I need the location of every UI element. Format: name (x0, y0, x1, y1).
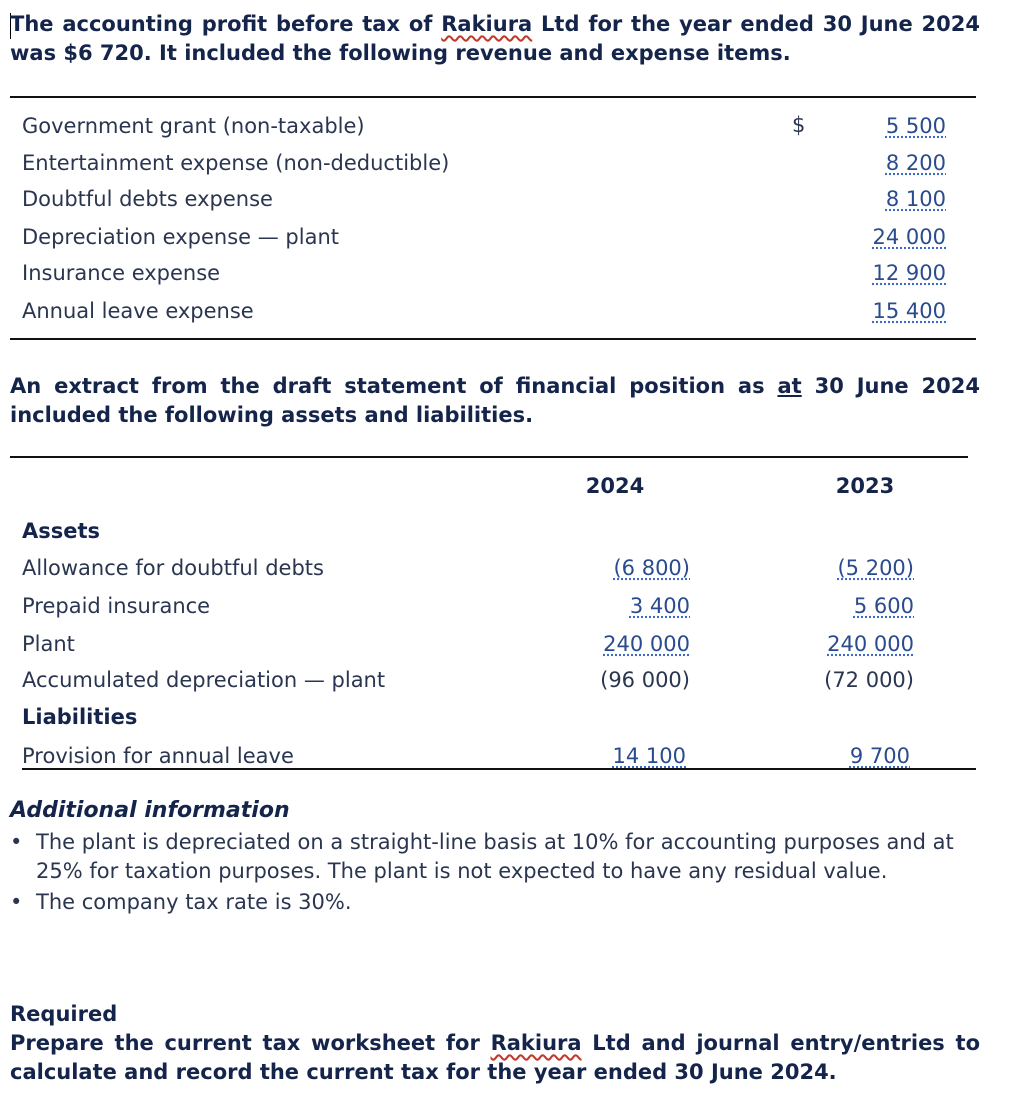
extract-paragraph (10, 372, 980, 430)
position-table-bottom-rule (22, 768, 976, 770)
bullet-dot-icon: • (10, 830, 23, 854)
asset-label: Plant (22, 632, 75, 656)
asset-value-2024: (96 000) (600, 668, 690, 692)
at-word: at (777, 374, 802, 398)
asset-value-2024: 240 000 (603, 632, 690, 656)
item-value: 15 400 (872, 299, 946, 323)
currency-symbol: $ (792, 113, 806, 137)
items-table-bottom-rule (10, 338, 976, 340)
item-value: 12 900 (872, 261, 946, 285)
bullet-dot-icon: • (10, 890, 23, 914)
company-name: Rakiura (441, 12, 533, 36)
liabilities-heading: Liabilities (22, 705, 138, 729)
items-table-top-rule (10, 96, 976, 98)
asset-value-2023: (72 000) (824, 668, 914, 692)
extract-line-2: included the following assets and liabilities. (10, 403, 534, 427)
asset-value-2023: 240 000 (827, 632, 914, 656)
required-line-1: Prepare the current tax worksheet for Rakiura Ltd and journal entry/entries to (10, 1031, 981, 1055)
liability-value-2024: 14 100 (612, 744, 686, 768)
liability-value-2023: 9 700 (849, 744, 910, 768)
column-header-2024: 2024 (585, 474, 645, 498)
bullet-item (10, 828, 985, 886)
bullet-text: The company tax rate is 30%. (36, 890, 352, 914)
item-label: Entertainment expense (non-deductible) (22, 151, 450, 175)
asset-value-2024: 3 400 (629, 594, 690, 618)
column-header-2023: 2023 (835, 474, 895, 498)
intro-line-2: was $6 720. It included the following revenue and expense items. (10, 41, 791, 65)
assets-heading: Assets (22, 519, 101, 543)
item-value: 8 100 (885, 187, 946, 211)
required-line-2: calculate and record the current tax for the year ended 30 June 2024. (10, 1060, 837, 1084)
item-label: Depreciation expense — plant (22, 225, 339, 249)
liability-label: Provision for annual leave (22, 744, 294, 768)
asset-value-2023: (5 200) (837, 556, 914, 580)
position-table-top-rule (10, 456, 968, 458)
item-label: Government grant (non-taxable) (22, 114, 365, 138)
asset-label: Allowance for doubtful debts (22, 556, 324, 580)
bullet-text: The plant is depreciated on a straight-line basis at 10% for accounting purposes and at 25% for taxation purposes. The plant is not expected to have any residual value. (36, 830, 954, 883)
item-label: Annual leave expense (22, 299, 254, 323)
required-heading: Required (10, 1002, 118, 1026)
additional-info-list (10, 828, 985, 919)
asset-label: Accumulated depreciation — plant (22, 668, 386, 692)
additional-info-heading: Additional information (10, 798, 290, 823)
item-value: 5 500 (885, 114, 946, 138)
extract-line-1: An extract from the draft statement of financial position as at 30 June 2024 (10, 374, 981, 398)
asset-label: Prepaid insurance (22, 594, 211, 618)
asset-value-2024: (6 800) (613, 556, 690, 580)
item-label: Insurance expense (22, 261, 221, 285)
company-name-required: Rakiura (490, 1031, 582, 1055)
item-value: 8 200 (885, 151, 946, 175)
intro-paragraph (10, 10, 980, 68)
item-value: 24 000 (872, 225, 946, 249)
bullet-item (10, 888, 985, 917)
required-section (10, 1000, 980, 1087)
asset-value-2023: 5 600 (853, 594, 914, 618)
item-label: Doubtful debts expense (22, 187, 273, 211)
intro-line-1: The accounting profit before tax of Rakiura Ltd for the year ended 30 June 2024 (10, 12, 980, 36)
